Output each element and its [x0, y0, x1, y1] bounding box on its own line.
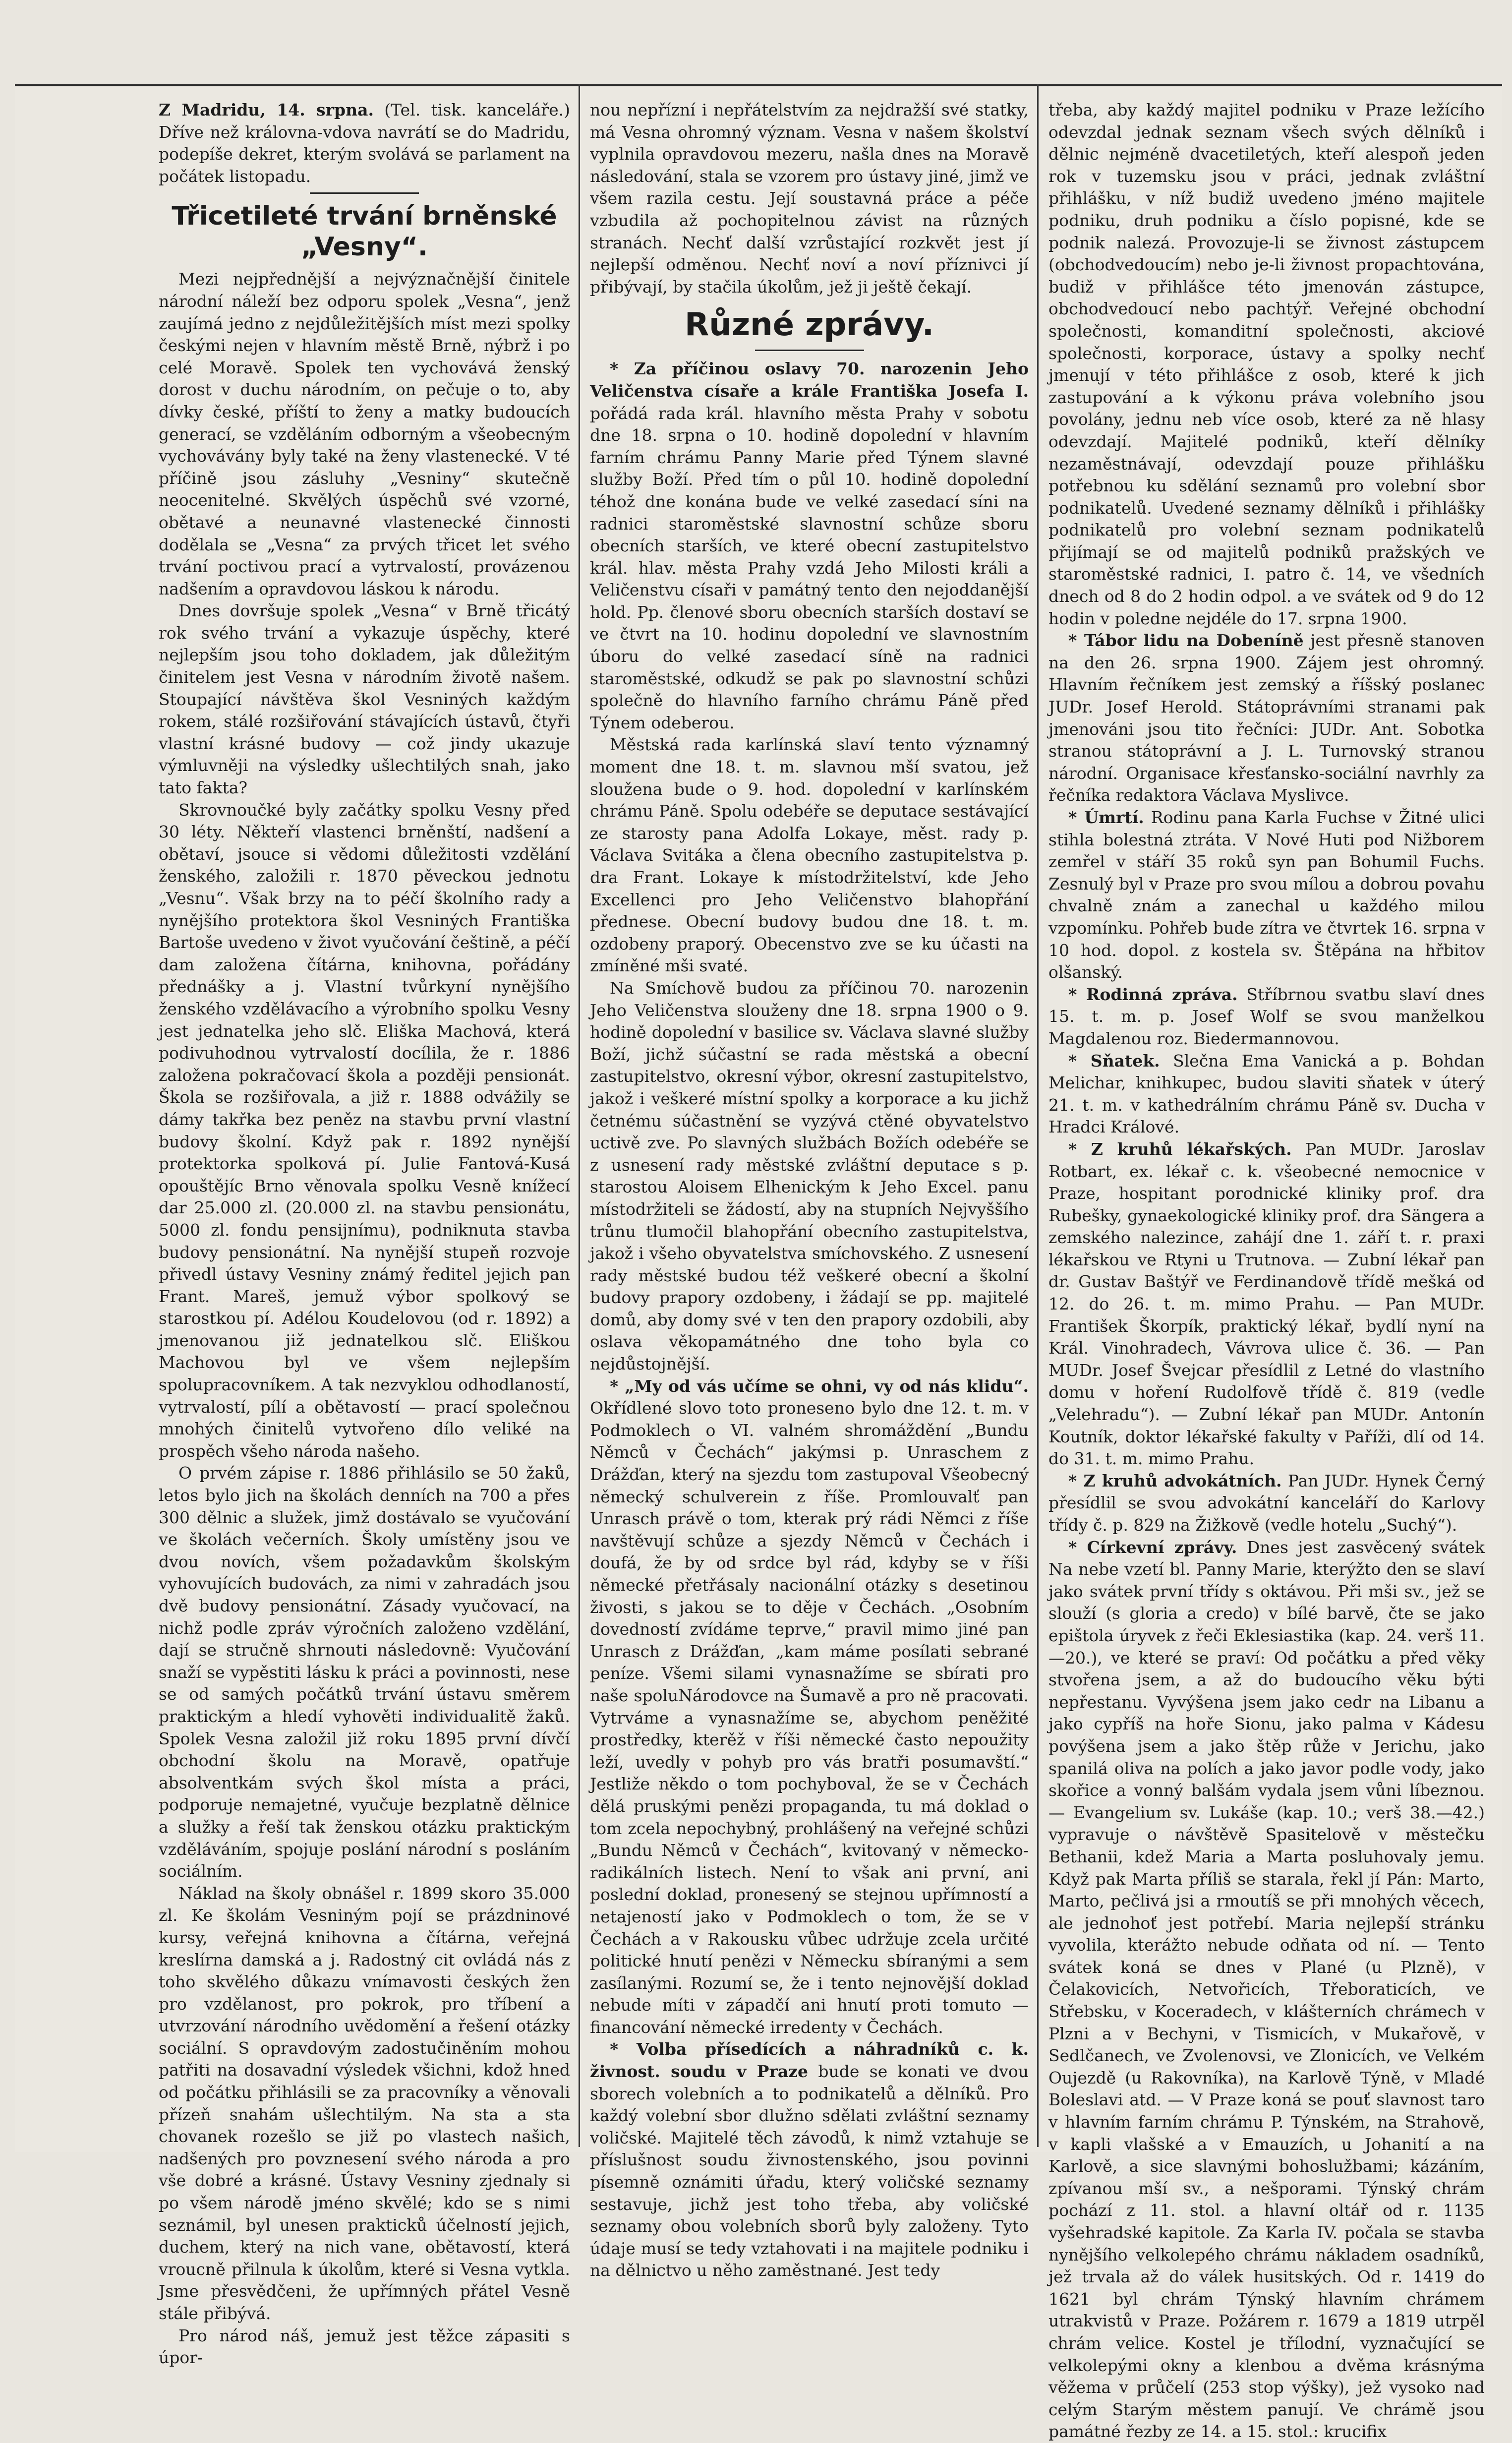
news-item	[1048, 1537, 1485, 2443]
paragraph: nou nepřízní i nepřátelstvím za nejdražší své statky, má Vesna ohromný význam. Vesna v našem školství vyplnila opravdovou mezeru, našla dnes na Moravě následování, stala se vzorem pro ústavy jiné, jimž ve všem razila cestu. Její soustavná práce a péče vzbudila až pochopitelnou závist na různých stranách. Nechť další vzrůstající rozkvět jest jí nejlepší odměnou. Nechť noví a noví příznivci jí přibývají, by stačila úkolům, jež ji ještě čekají.	[590, 100, 1029, 297]
column-divider-1	[579, 84, 580, 2147]
item-text: Rodinu pana Karla Fuchse v Žitné ulici stihla bolestná ztráta. V Nové Huti pod Nižborem zemřel v stáří 35 roků syn pan Bohumil Fuchs. Zesnulý byl v Praze pro svou mílou a dobrou povahu chvalně znám a zanechal u každého milou vzpomínku. Pohřeb bude zítra ve čtvrtek 16. srpna v 10 hod. dopol. z kostela sv. Štěpána na hřbitov olšanský.	[1048, 808, 1485, 982]
column-1	[159, 99, 570, 2368]
column-divider-2	[1037, 84, 1039, 2147]
top-rule	[15, 84, 1502, 86]
article-heading: Třicetileté trvání brněnské „Vesny“.	[172, 201, 557, 262]
paragraph: O prvém zápise r. 1886 přihlásilo se 50 žaků, letos bylo jich na školách denních na 700 a přes 300 dělnic a služek, jimž dostávalo se vyučování ve školách večerních. Školy umístěny jsou ve dvou novích, všem požadavkům školským vyhovujících budovách, za nimi v zahradách jsou dvě budovy pensionátní. Zásady vyučovací, na nichž podle zpráv výročních založeno vzdělání, dají se stručně shrnouti následovně: Vyučování snaží se vypěstiti lásku k práci a povinnosti, nese se od samých počátků trvání ústavu směrem praktickým a hledí vyhověti individualitě žaků. Spolek Vesna založil již roku 1895 první dívčí obchodní školu na Moravě, opatřuje absolventkám svých škol místa a práci, podporuje nemajetné, vyučuje bezplatně dělnice a služky a řeší tak ženskou otázku praktickým vzděláváním, spojuje poslání národní s posláním sociálním.	[159, 1463, 570, 1881]
item-text: Pan MUDr. Jaroslav Rotbart, ex. lékař c. k. všeobecné nemocnice v Praze, hospitant porodnické kliniky prof. dra Rubešky, gynaekologické kliniky prof. dra Sängera a zemského nalezince, zahájí dne 1. září t. r. praxi lékařskou ve Rtyni u Trutnova. — Zubní lékař pan dr. Gustav Baštýř ve Ferdinandově třídě mešká od 12. do 26. t. m. mimo Prahu. — Pan MUDr. František Škorpík, praktický lékař, bydlí nyní na Král. Vinohradech, Vávrova ulice č. 36. — Pan MUDr. Josef Švejcar přesídlil z Letné do vlastního domu v hoření Rudolfově třídě č. 819 (vedle „Velehradu“). — Zubní lékař pan MUDr. Antonín Koutník, doktor lékařské fakulty v Paříži, dlí od 14. do 31. t. m. mimo Prahu.	[1048, 1139, 1485, 1469]
item-lead: * Volba přísedících a náhradníků c. k. živnost. soudu v Praze	[590, 2039, 1029, 2082]
news-item	[1048, 1050, 1485, 1138]
news-item	[1048, 807, 1485, 984]
news-item	[590, 358, 1029, 734]
column-2	[590, 99, 1029, 2280]
paragraph: Městská rada karlínská slaví tento významný moment dne 18. t. m. slavnou mší svatou, jež sloužena bude o 9. hod. dopolední v karlínském chrámu Páně. Spolu odebéře se deputace sestávající ze starosty pana Adolfa Lokaye, měst. rady p. Václava Svitáka a člena obecního zastupitelstva p. dra Frant. Lokaye k místodržitelství, kde Jeho Excellenci pro Jeho Veličenstvo blahopřání přednese. Obecní budovy budou dne 18. t. m. ozdobeny praporý. Obecenstvo zve se ku účasti na zmíněné mši svaté.	[590, 735, 1029, 976]
item-text: pořádá rada král. hlavního města Prahy v sobotu dne 18. srpna o 10. hodině dopolední v hlavním farním chrámu Panny Marie před Týnem slavné služby Boží. Před tím o půl 10. hodině dopolední téhož dne konána bude ve velké zasedací síni na radnici staroměstské slavnostní schůze sboru obecních starších, ve které obecní zastupitelstvo král. hlav. města Prahy vzdá Jeho Milosti králi a Veličenstvu císaři v památný tento den nejoddanější hold. Pp. členové sboru obecních starších dostaví se ve čtvrt na 10. hodinu dopolední ve slavnostním úboru do velké zasedací síně na radnici staroměstské, odkudž se pak po slavnostní schůzi společně do hlavního farního chrámu Páně před Týnem odeberou.	[590, 403, 1029, 732]
newspaper-page	[15, 84, 1502, 2442]
item-text: Okřídlené slovo toto proneseno bylo dne 12. t. m. v Podmoklech o VI. valném shromáždění „Bundu Němců v Čechách“ jakýmsi p. Unraschem z Drážďan, který na sjezdu tom zastupoval Všeobecný německý schulverein z říše. Promlouvalť pan Unrasch právě o tom, kterak prý rádi Němci z říše navštěvují schůze a sjezdy Němců v Čechách i doufá, že by od srdce byl rád, kdyby se v říši německé přetřásaly nacionální otázky s desetinou živosti, s jakou se to děje v Čechách. „Osobním dovedností zvídáme teprve,“ pravil mimo jiné pan Unrasch z Drážďan, „kam máme posílati sebrané peníze. Všemi silami vynasnažíme se sbírati pro naše spoluNárodovce na Šumavě a pro ně pracovati. Vytrváme a vynasnažíme se, abychom peněžité prostředky, kterěž v říši německé často nepoužity leží, uvedly v pohyb pro vás bratři posumavští.“ Jestliže někdo o tom pochyboval, že se v Čechách dělá pruskými penězi propaganda, tu má doklad o tom zcela nepochybný, prohlášený na veřejné schůzi „Bundu Němců v Čechách“, kvitovaný v německo-radikálních listech. Není to však ani první, ani poslední doklad, pronesený se stejnou upřímností a netajeností jako v Podmoklech o tom, že se v Čechách a v Rakousku vůbec udržuje zcela určité politické hnutí penězi v Německu sbíranými a sem zasílanými. Rozumí se, že i tento nejnovější doklad nebude míti v západčí ani hnutí proti tomuto — financování německé irredenty v Čechách.	[590, 1398, 1029, 2037]
paragraph: Pro národ náš, jemuž jest těžce zápasiti s úpor-	[159, 2325, 570, 2368]
news-item	[590, 2038, 1029, 2282]
item-text: (Tel. tisk. kanceláře.) Dříve než královna-vdova navrátí se do Madridu, podepíše dekret, kterým svolává se parlament na počátek listopadu.	[159, 100, 570, 186]
news-item	[1048, 1138, 1485, 1470]
item-lead: * „My od vás učíme se ohni, vy od nás klidu“.	[610, 1376, 1029, 1396]
item-text: Pan JUDr. Hynek Černý přesídlil se svou advokátní kanceláří do Karlovy třídy č. p. 829 na Žižkově (vedle hotelu „Suchý“).	[1048, 1471, 1485, 1535]
paragraph: Mezi nejpřednější a nejvýznačnější činitele národní náleží bez odporu spolek „Vesna“, jenž zaujímá jedno z nejdůležitějších míst mezi spolky českými nejen v hlavním městě Brně, nýbrž i po celé Moravě. Spolek ten vychovává ženský dorost v duchu národním, on pečuje o to, aby dívky české, příští to ženy a matky budoucích generací, se vzděláním odborným a všeobecným vychovávány byly také na ženy vlastenecké. V té příčině jsou zásluhy „Vesniny“ skutečně neocenitelné. Skvělých úspěchů své vzorné, obětavé a neunavné vlastenecké činnosti dodělala se „Vesna“ za prvých třicet let svého trvání poctivou prací a vytrvalostí, provázenou nadšením a opravdovou láskou k národu.	[159, 269, 570, 598]
item-lead: * Církevní zprávy.	[1068, 1537, 1237, 1557]
paragraph: Dnes dovršuje spolek „Vesna“ v Brně třicátý rok svého trvání a vykazuje úspěchy, které nejlepším jsou toho dokladem, jak důležitým činitelem jest Vesna v národním životě našem. Stoupající návštěva škol Vesniných každým rokem, stálé rozšiřování stávajících ústavů, čtyři vlastní krásné budovy — což jindy ukazuje výmluvněji na výsledky ušlechtilých snah, jako tato fakta?	[159, 601, 570, 798]
news-item	[1048, 984, 1485, 1050]
item-lead: * Z kruhů advokátních.	[1068, 1471, 1282, 1490]
item-text: bude se konati ve dvou sborech volebních a to podnikatelů a dělníků. Pro každý volební sbor dlužno sdělati zvláštní seznamy voličské. Majitelé těch závodů, k nimž vztahuje se příslušnost soudu živnostenského, jsou povinni písemně oznámiti úřadu, který voličské seznamy sestavuje, jichž jest toho třeba, aby voličské seznamy obou volebních sborů byly založeny. Tyto údaje musí se tedy vztahovati i na majitele podniku i na dělnictvo u něho zaměstnané. Jest tedy	[590, 2062, 1029, 2280]
item-lead: * Rodinná zpráva.	[1068, 984, 1238, 1004]
item-lead: * Úmrtí.	[1068, 808, 1144, 827]
paragraph: Na Smíchově budou za příčinou 70. narozenin Jeho Veličenstva slouženy dne 18. srpna 1900 o 9. hodině dopolední v basilice sv. Václava slavné služby Boží, jichž súčastní se rada městská a obecní zastupitelstvo, okresní výbor, okresní zastupitelstvo, jakož i veškeré místní spolky a korporace a ku jichž četnému súčastnění se vyzývá ctěné obyvatelstvo uctivě zve. Po slavných službách Božích odebéře se z usnesení rady městské zvláštní deputace s p. starostou Aloisem Elhenickým k Jeho Excel. panu místodržiteli se žádostí, aby na stupních Nejvyššího trůnu tlumočil blahopřání obecního zastupitelstva, jakož i všeho obyvatelstva smíchovského. Z usnesení rady městské budou též veškeré obecní a školní budovy prapory ozdobeny, i žádají se pp. majitelé domů, aby domy své v ten den prapory ozdobili, aby oslava věkopamátného dne toho byla co nejdůstojnější.	[590, 978, 1029, 1374]
news-item	[159, 99, 570, 187]
news-item	[1048, 1470, 1485, 1537]
separator	[755, 350, 864, 351]
paragraph: Náklad na školy obnášel r. 1899 skoro 35.000 zl. Ke školám Vesniným pojí se prázdninové kursy, veřejná knihovna a čítárna, veřejná kreslírna damská a j. Radostný cit ovládá nás z toho skvělého důkazu vnímavosti českých žen pro vzdělanost, pro pokrok, pro tříbení a utvrzování národního uvědomění a řešení otázky sociální. S opravdovým zadostučiněním mohou patřiti na dosavadní výsledek všichni, kdož hned od počátku přihlásili se za pracovníky a věnovali přízeň snahám ušlechtilým. Na sta a sta chovanek rozešlo se již po vlastech našich, nadšených pro povznesení svého národa a pro vše dobré a krásné. Ústavy Vesniny zjednaly si po všem národě jméno skvělé; kdo se s nimi seznámil, byl unesen prakticků účelností jejich, duchem, který na nich vane, obětavostí, která vroucně přilnula k úkolům, které si Vesna vytkla. Jsme přesvědčeni, že upřímných přátel Vesně stále přibývá.	[159, 1883, 570, 2323]
item-text: Stříbrnou svatbu slaví dnes 15. t. m. p. Josef Wolf se svou manželkou Magdalenou roz. Biedermannovou.	[1048, 984, 1485, 1048]
item-lead: Z Madridu, 14. srpna.	[159, 100, 374, 119]
paragraph: třeba, aby každý majitel podniku v Praze ležícího odevzdal jednak seznam všech svých dělníků i dělnic nejméně dvacetiletých, kteří alespoň jeden rok v tuzemsku jsou v práci, jednak zvláštní přihlášku, v níž budiž uvedeno jméno majitele podniku, druh podniku a číslo popisné, kde se podnik nalezá. Provozuje-li se živnost zástupcem (obchodvedoucím) nebo je-li živnost propachtována, budiž v přihlášce této jmenován zástupce, obchodvedoucí nebo pachtýř. Veřejné obchodní společnosti, komanditní společnosti, akciové společnosti, korporace, ústavy a spolky nechť jmenují v této přihlášce z osob, které k jich zastupování a k výkonu práva volebního jsou povolány, jednu neb více osob, které za ně hlasy odevzdají. Majitelé podniků, kteří dělníky nezaměstnávají, odevzdají pouze přihlášku potřebnou ku sdělání seznamů pro volební sbor podnikatelů. Uvedené seznamy dělníků i přihlášky podnikatelů pro volební seznam podnikatelů přijímají se od majitelů podniků pražských ve staroměstské radnici, I. patro č. 14, ve všedních dnech od 8 do 2 hodin odpol. a ve svátek od 9 do 12 hodin v poledne nejdéle do 17. srpna 1900.	[1048, 100, 1485, 628]
paragraph: Skrovnoučké byly začátky spolku Vesny před 30 léty. Někteří vlastenci brněnští, nadšení a obětaví, jsouce si vědomi důležitosti vzdělání ženského, založili r. 1870 pěveckou jednotu „Vesnu“. Však brzy na to péčí školního rady a nynějšího protektora škol Vesniných Františka Bartoše uvedeno v život vyučování češtině, a péčí dam založena čítárna, knihovna, pořádány přednášky a j. Vlastní tvůrkyní nynějšího ženského vzdělávacího a výrobního spolku Vesny jest jednatelka jeho slč. Eliška Machová, která podivuhodnou vytrvalostí docílila, že r. 1886 založena pokračovací škola a později pensionát. Škola se rozšiřovala, a již r. 1888 odvážily se dámy takřka bez peněz na stavbu první vlastní budovy školní. Když pak r. 1892 nynější protektorka spolková pí. Julie Fantová-Kusá opouštějíc Brno věnovala spolku Vesně knížecí dar 25.000 zl. (20.000 zl. na stavbu pensionátu, 5000 zl. fondu pensijnímu), podniknuta stavba budovy pensionátní. Na nynější stupeň rozvoje přivedl ústavy Vesniny známý ředitel jejich pan Frant. Mareš, jemuž výbor spolkový se starostkou pí. Adélou Koudelovou (od r. 1892) a jmenovanou již jednatelkou slč. Eliškou Machovou byl ve všem nejlepším spolupracovníkem. A tak nezvyklou odhodlaností, vytrvalostí, pílí a obětavostí — prací společnou mnohých činitelů vytvořeno dílo veliké na prospěch všeho národa našeho.	[159, 800, 570, 1461]
item-text: Dnes jest zasvěcený svátek Na nebe vzetí bl. Panny Marie, kterýžto den se slaví jako svátek první třídy s oktávou. Při mši sv., jež se slouží (s gloria a credo) v bílé barvě, čte se jako epištola úryvek z řeči Eklesiastika (kap. 24. verš 11.—20.), ve které se praví: Od počátku a před věky stvořena jsem, a až do budoucího věku býti nepřestanu. Vyvýšena jsem jako cedr na Libanu a jako cypříš na hoře Sionu, jako palma v Kádesu povýšena jsem a jako štěp růže v Jerichu, jako spanilá oliva na polích a jako javor podle vody, jako skořice a vonný balšám vydala jsem vůni líbeznou. — Evangelium sv. Lukáše (kap. 10.; verš 38.—42.) vypravuje o návštěvě Spasitelově v městečku Bethanii, kdež Maria a Marta posluhovaly jemu. Když pak Marta příliš se starala, řekl jí Pán: Marto, Marto, pečlivá jsi a rmoutíš se při mnohých věcech, ale jednohoť jest potřebí. Maria nejlepší stránku vyvolila, kterážto nebude odňata od ní. — Tento svátek koná se dnes v Plané (u Plzně), v Čelakovicích, Netvořicích, Třeboraticích, ve Střebsku, v Koceradech, v klášterních chrámech v Plzni a v Bechyni, v Tismicích, v Mukařově, v Sedlčanech, ve Zvolenovsi, ve Zlonicích, ve Velkém Oujezdě (u Rakovníka), na Karlově Týně, v Mladé Boleslavi atd. — V Praze koná se pouť slavnost taro v hlavním farním chrámu P. Týnském, na Strahově, v kapli vlašské a v Emauzích, u Johanití a na Karlově, a sice slavnými bohoslužbami; kázáním, zpívanou mší sv., a nešporami. Týnský chrám pochází z 11. stol. a hlavní oltář od r. 1135 vyšehradské kapitole. Za Karla IV. počala se stavba nynějšího velkolepého chrámu nákladem osadníků, jež trvala až do válek husitských. Od r. 1419 do 1621 byl chrám Týnský hlavním chrámem utrakvistů v Praze. Požárem r. 1679 a 1819 utrpěl chrám velice. Kostel je třílodní, vyznačující se velkolepými okny a klenbou a dvěma krásnýma věžema v průčelí (253 stop výšky), jež vysoko nad celým Starým městem panují. Ve chrámě jsou památné řezby ze 14. a 15. stol.: krucifix	[1048, 1537, 1485, 2442]
item-lead: * Tábor lidu na Dobeníně	[1068, 631, 1304, 651]
news-item	[1048, 630, 1485, 807]
item-lead: * Sňatek.	[1068, 1051, 1160, 1071]
item-lead: * Z kruhů lékařských.	[1068, 1139, 1292, 1159]
item-lead: * Za příčinou oslavy 70. narozenin Jeho Veličenstva císaře a krále Františka Josefa I.	[590, 359, 1029, 401]
separator	[310, 192, 419, 194]
item-text: Slečna Ema Vanická a p. Bohdan Melichar, knihkupec, budou slaviti sňatek v úterý 21. t. m. v kathedrálním chrámu Páně sv. Ducha v Hradci Králové.	[1048, 1051, 1485, 1137]
item-text: jest přesně stanoven na den 26. srpna 1900. Zájem jest ohromný. Hlavním řečníkem jest zemský a říšský poslanec JUDr. Josef Herold. Státoprávními stranami pak jmenováni jsou tito řečníci: JUDr. Ant. Sobotka stranou státoprávní a J. L. Turnovský stranou národní. Organisace křesťansko-sociální navrhly za řečníka redaktora Václava Myslivce.	[1048, 631, 1485, 805]
column-3	[1048, 99, 1485, 2442]
section-heading: Různé zprávy.	[684, 306, 934, 344]
news-item	[590, 1375, 1029, 2039]
